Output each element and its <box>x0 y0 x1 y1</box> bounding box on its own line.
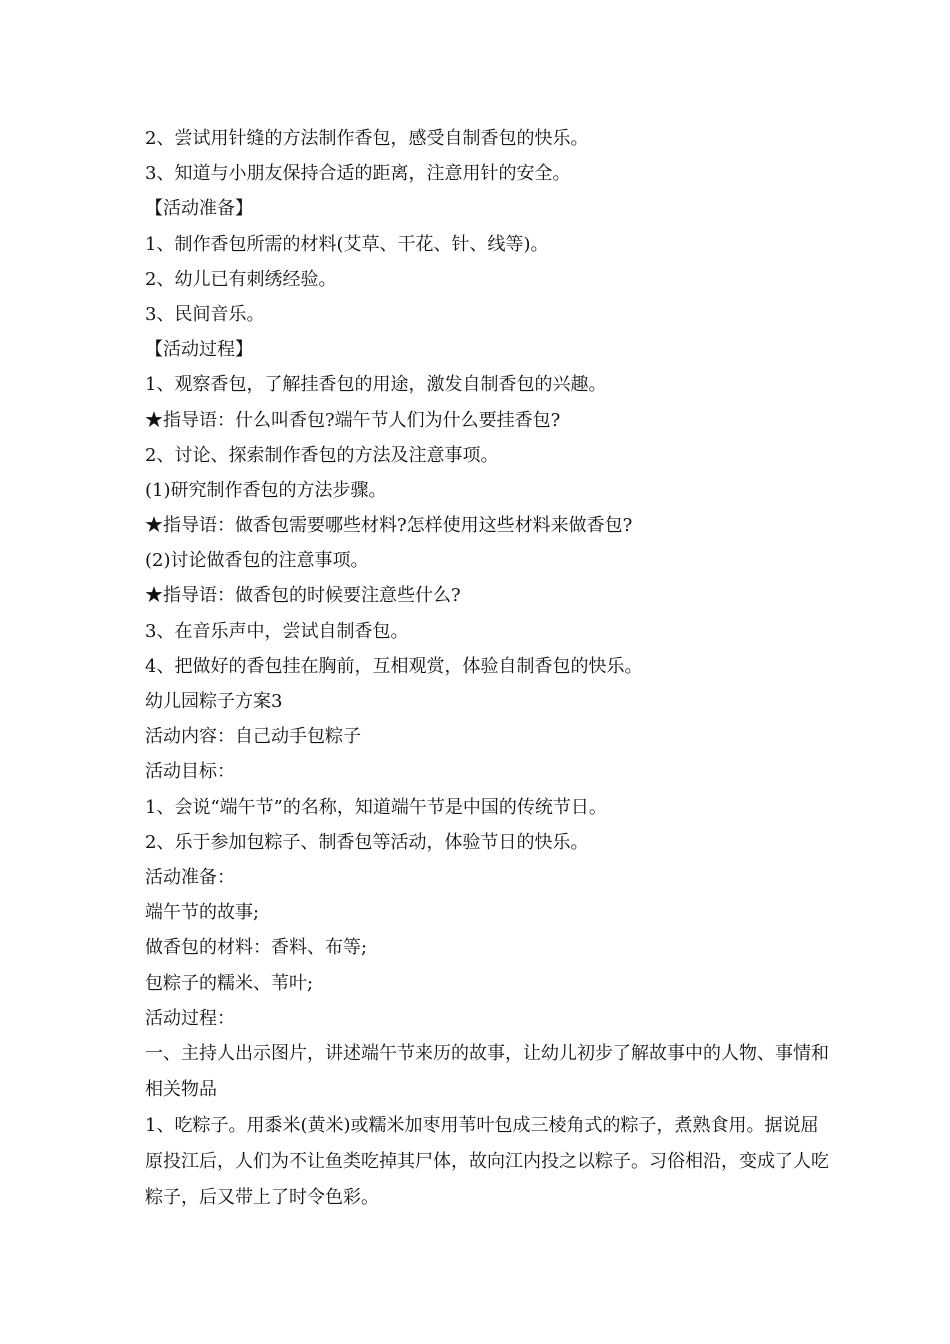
text-line: 3、民间音乐。 <box>145 303 265 325</box>
guide-line: ★指导语：做香包的时候要注意些什么? <box>145 585 461 607</box>
text-line: 活动内容：自己动手包粽子 <box>145 726 361 748</box>
text-line: 1、会说“端午节”的名称，知道端午节是中国的传统节日。 <box>145 796 607 818</box>
text-line: 活动准备： <box>145 866 235 888</box>
text-line: 2、乐于参加包粽子、制香包等活动，体验节日的快乐。 <box>145 831 589 853</box>
text-line: 包粽子的糯米、苇叶; <box>145 972 314 994</box>
text-line: 1、制作香包所需的材料(艾草、干花、针、线等)。 <box>145 233 549 255</box>
guide-line: ★指导语：什么叫香包?端午节人们为什么要挂香包? <box>145 409 561 431</box>
intro-paragraph: 一、主持人出示图片，讲述端午节来历的故事，让幼儿初步了解故事中的人物、事情和相关物品 <box>145 1042 829 1100</box>
plan-title: 幼儿园粽子方案3 <box>145 691 283 712</box>
text-line: 3、知道与小朋友保持合适的距离，注意用针的安全。 <box>145 163 571 185</box>
guide-line: ★指导语：做香包需要哪些材料?怎样使用这些材料来做香包? <box>145 515 633 537</box>
text-line: 端午节的故事; <box>145 902 260 924</box>
text-line: 4、把做好的香包挂在胸前，互相观赏，体验自制香包的快乐。 <box>145 655 643 677</box>
text-line: 2、讨论、探索制作香包的方法及注意事项。 <box>145 444 499 466</box>
text-line: 1、观察香包，了解挂香包的用途，激发自制香包的兴趣。 <box>145 374 607 396</box>
text-line: 2、幼儿已有刺绣经验。 <box>145 268 337 290</box>
text-line: 活动目标： <box>145 761 235 783</box>
text-line: 3、在音乐声中，尝试自制香包。 <box>145 620 409 642</box>
text-line: 活动过程： <box>145 1007 235 1029</box>
section-heading: 【活动准备】 <box>145 198 253 220</box>
text-line: 做香包的材料：香料、布等; <box>145 937 368 959</box>
text-line: (2)讨论做香包的注意事项。 <box>145 550 369 572</box>
text-line: 2、尝试用针缝的方法制作香包，感受自制香包的快乐。 <box>145 128 589 149</box>
document-body <box>145 121 835 1216</box>
section-heading: 【活动过程】 <box>145 339 253 361</box>
text-line: (1)研究制作香包的方法步骤。 <box>145 479 387 501</box>
zongzi-paragraph: 1、吃粽子。用黍米(黄米)或糯米加枣用苇叶包成三棱角式的粽子，煮熟食用。据说屈原投江后，人们为不让鱼类吃掉其尸体，故向江内投之以粽子。习俗相沿，变成了人吃粽子，后又带上了时令色彩。 <box>145 1114 829 1208</box>
